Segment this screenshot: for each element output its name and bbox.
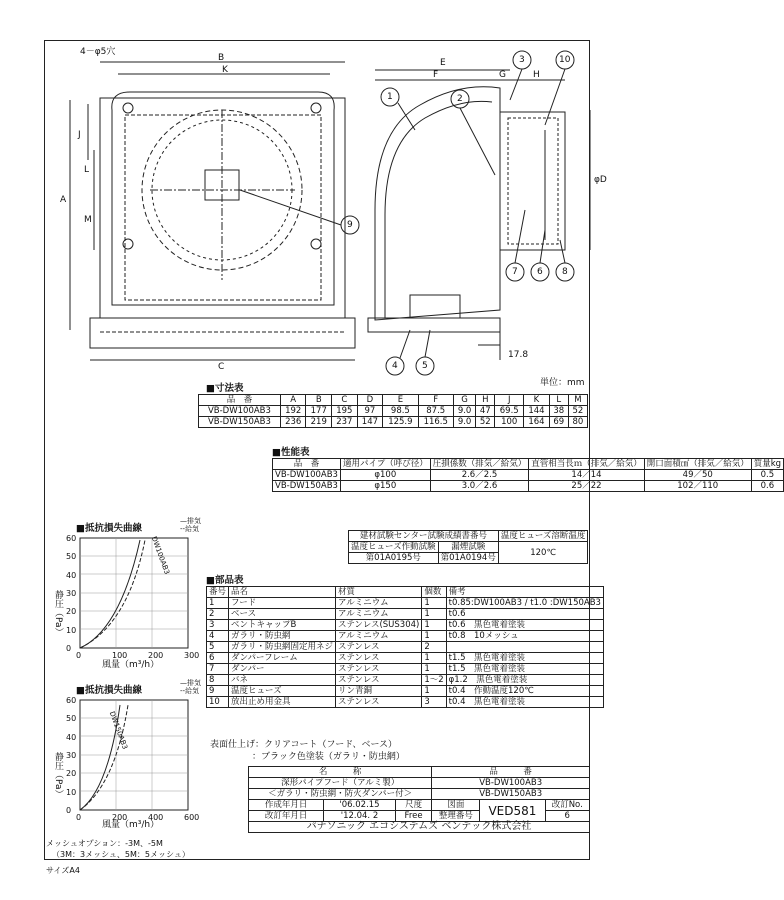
parts-cell: t0.4 黒色電着塗装: [446, 697, 603, 708]
perf-cell: φ100: [340, 470, 430, 481]
name-header: 名 称: [249, 767, 432, 778]
callout-9: 9: [347, 220, 353, 230]
revised-label: 改訂年月日: [249, 811, 324, 822]
parts-header-cell: 番号: [207, 587, 229, 598]
parts-cell: 1: [422, 664, 446, 675]
chart1-xtick: 0: [76, 651, 82, 660]
chart2-xtick: 400: [148, 813, 164, 822]
dim-D: φD: [594, 175, 607, 185]
parts-cell: 7: [207, 664, 229, 675]
table-row: [199, 406, 588, 417]
parts-cell: ステンレス: [336, 664, 422, 675]
dim-A: A: [60, 195, 67, 205]
dim-header-cell: A: [280, 395, 306, 406]
created-label: 作成年月日: [249, 800, 324, 811]
dim-cell: 9.0: [453, 417, 475, 428]
dim-cell: 100: [495, 417, 524, 428]
chart1-xlabel: 風量（m³/h）: [102, 660, 160, 670]
chart2-curve-label: DW150AB3: [107, 710, 129, 751]
product-name-1: 深形パイプフード（アルミ製）: [249, 778, 432, 789]
dim-header-cell: J: [495, 395, 524, 406]
dimension-table: [198, 394, 588, 428]
dim-cell: 116.5: [418, 417, 453, 428]
chart1-xtick: 200: [148, 651, 164, 660]
perf-cell: 3.0／2.6: [430, 481, 529, 492]
chart1-ytick: 0: [66, 643, 72, 653]
table-row: [199, 395, 588, 406]
dim-cell: 147: [357, 417, 383, 428]
cert-col1: 温度ヒューズ作動試験: [349, 542, 439, 553]
parts-cell: ダンパーフレーム: [229, 653, 336, 664]
chart2-ytick: 50: [66, 714, 77, 724]
chart1-curve-label: DW100AB3: [149, 535, 171, 576]
perf-header-cell: 適用パイプ（呼び径）: [340, 459, 430, 470]
chart2-ytick: 0: [66, 805, 72, 815]
chart1-title: ■抵抗損失曲線: [76, 523, 142, 534]
parts-cell: 3: [422, 697, 446, 708]
parts-cell: t1.5 黒色電着塗装: [446, 653, 603, 664]
dim-header-cell: H: [476, 395, 495, 406]
dim-cell: 9.0: [453, 406, 475, 417]
chart2-title: ■抵抗損失曲線: [76, 685, 142, 696]
fuse-temp: 120℃: [498, 542, 588, 564]
parts-cell: ダンパー: [229, 664, 336, 675]
parts-cell: 1: [422, 620, 446, 631]
chart2-ytick: 40: [66, 732, 77, 742]
cert-header: 建材試験センター試験成績書番号: [349, 531, 499, 542]
product-number-2: VB-DW150AB3: [432, 789, 590, 800]
chart1-ylabel: 静圧（Pa）: [53, 590, 63, 637]
parts-cell: 1: [422, 631, 446, 642]
dim-cell: VB-DW150AB3: [199, 417, 281, 428]
parts-cell: 6: [207, 653, 229, 664]
number-header: 品 番: [432, 767, 590, 778]
perf-cell: VB-DW100AB3: [273, 470, 341, 481]
dim-L: L: [84, 165, 90, 175]
parts-cell: 1: [207, 598, 229, 609]
parts-cell: t1.5 黒色電着塗装: [446, 664, 603, 675]
dim-cell: 144: [524, 406, 550, 417]
dim-cell: 219: [306, 417, 332, 428]
parts-cell: リン青銅: [336, 686, 422, 697]
perf-header-cell: 品 番: [273, 459, 341, 470]
dim-B: B: [218, 53, 225, 63]
dim-C: C: [218, 362, 225, 372]
performance-table: [272, 458, 784, 492]
parts-header-cell: 個数: [422, 587, 446, 598]
dim-header-cell: 品 番: [199, 395, 281, 406]
parts-cell: 9: [207, 686, 229, 697]
table-row: [207, 587, 604, 598]
parts-cell: 1: [422, 653, 446, 664]
perf-cell: 49／50: [644, 470, 751, 481]
table-row: [199, 417, 588, 428]
parts-cell: [446, 642, 603, 653]
perf-cell: 0.5: [751, 470, 783, 481]
dim-F: F: [433, 70, 439, 80]
perf-cell: VB-DW150AB3: [273, 481, 341, 492]
created-date: '06.02.15: [324, 800, 396, 811]
parts-cell: t0.6: [446, 609, 603, 620]
dim-header-cell: F: [418, 395, 453, 406]
chart2-ytick: 10: [66, 787, 77, 797]
perf-cell: 25／22: [529, 481, 645, 492]
chart1-legend-solid: —排気: [180, 517, 201, 525]
perf-header-cell: 開口面積㎠（排気／給気）: [644, 459, 751, 470]
dim-cell: 164: [524, 417, 550, 428]
parts-cell: t0.4 作動温度120℃: [446, 686, 603, 697]
parts-cell: ベントキャップB: [229, 620, 336, 631]
parts-cell: 4: [207, 631, 229, 642]
perf-cell: 14／14: [529, 470, 645, 481]
parts-cell: 8: [207, 675, 229, 686]
dim-G: G: [499, 70, 506, 80]
dim-header-cell: E: [383, 395, 418, 406]
dim-header-cell: D: [357, 395, 383, 406]
parts-cell: フード: [229, 598, 336, 609]
perf-header-cell: 直管相当長ｍ（排気／給気）: [529, 459, 645, 470]
revision-number: 6: [545, 811, 590, 822]
cert-val2: 第01A0194号: [438, 553, 498, 564]
chart1-legend-dash: --給気: [180, 525, 200, 533]
revised-date: '12.04. 2: [324, 811, 396, 822]
dim-cell: 69.5: [495, 406, 524, 417]
dim-E: E: [440, 58, 446, 68]
table-row: [207, 664, 604, 675]
dim-K: K: [222, 65, 228, 75]
parts-cell: 10: [207, 697, 229, 708]
unit-label: 単位：mm: [540, 378, 585, 388]
chart1-ytick: 40: [66, 570, 77, 580]
parts-table-title: ■部品表: [206, 575, 244, 586]
chart2-legend-solid: —排気: [180, 679, 201, 687]
dim-cell: 38: [549, 406, 568, 417]
callout-2: 2: [457, 94, 463, 104]
chart1-ytick: 20: [66, 607, 77, 617]
chart2-xlabel: 風量（m³/h）: [102, 820, 160, 830]
table-row: [273, 470, 784, 481]
parts-cell: ガラリ・防虫網固定用ネジ: [229, 642, 336, 653]
dim-cell: 69: [549, 417, 568, 428]
perf-header-cell: 質量kg: [751, 459, 783, 470]
document-number: VED581: [480, 800, 545, 822]
dim-cell: 177: [306, 406, 332, 417]
hole-label: 4－φ5穴: [80, 47, 116, 57]
perf-table-title: ■性能表: [272, 447, 310, 458]
callout-5: 5: [422, 361, 428, 371]
paper-size: サイズA4: [46, 866, 80, 875]
table-row: [273, 459, 784, 470]
table-row: [207, 675, 604, 686]
product-number-1: VB-DW100AB3: [432, 778, 590, 789]
revision-label: 改訂No.: [545, 800, 590, 811]
parts-cell: t0.6 黒色電着塗装: [446, 620, 603, 631]
dim-H: H: [533, 70, 540, 80]
parts-cell: 1: [422, 609, 446, 620]
company-name: パナソニック エコシステムズ ベンテック株式会社: [249, 822, 590, 833]
perf-cell: 102／110: [644, 481, 751, 492]
dim-header-cell: L: [549, 395, 568, 406]
parts-cell: ステンレス: [336, 653, 422, 664]
perf-cell: 0.6: [751, 481, 783, 492]
parts-cell: t0.8 10メッシュ: [446, 631, 603, 642]
mesh-note-2: （3M：3メッシュ、5M：5メッシュ）: [52, 850, 190, 859]
dim-cell: 52: [476, 417, 495, 428]
scale-label: 尺度: [395, 800, 432, 811]
parts-cell: 2: [207, 609, 229, 620]
parts-cell: 5: [207, 642, 229, 653]
table-row: [207, 686, 604, 697]
parts-cell: t0.85:DW100AB3 / t1.0 :DW150AB3: [446, 598, 603, 609]
parts-cell: 1: [422, 598, 446, 609]
parts-cell: 2: [422, 642, 446, 653]
table-row: [207, 620, 604, 631]
parts-cell: ステンレス: [336, 675, 422, 686]
dim-header-cell: K: [524, 395, 550, 406]
parts-cell: バネ: [229, 675, 336, 686]
chart2-legend-dash: --給気: [180, 687, 200, 695]
parts-cell: 3: [207, 620, 229, 631]
table-row: [207, 631, 604, 642]
callout-4: 4: [392, 361, 398, 371]
dim-header-cell: C: [332, 395, 358, 406]
cert-col2: 漏煙試験: [438, 542, 498, 553]
parts-cell: ガラリ・防虫網: [229, 631, 336, 642]
dim-cell: 97: [357, 406, 383, 417]
chart2-xtick: 200: [112, 813, 128, 822]
chart2-ytick: 20: [66, 769, 77, 779]
chart1-ytick: 10: [66, 625, 77, 635]
chart1-xtick: 300: [184, 651, 200, 660]
parts-cell: 1～2: [422, 675, 446, 686]
chart2-xtick: 0: [76, 813, 82, 822]
callout-6: 6: [537, 267, 543, 277]
parts-cell: 放出止め用金具: [229, 697, 336, 708]
chart1-ytick: 60: [66, 534, 77, 543]
parts-cell: ベース: [229, 609, 336, 620]
dim-17-8: 17.8: [508, 350, 529, 360]
table-row: [273, 481, 784, 492]
dim-cell: VB-DW100AB3: [199, 406, 281, 417]
parts-header-cell: 材質: [336, 587, 422, 598]
parts-table: [206, 586, 604, 708]
perf-cell: φ150: [340, 481, 430, 492]
parts-cell: ステンレス: [336, 697, 422, 708]
dim-M: M: [84, 215, 92, 225]
title-block: [248, 766, 590, 833]
chart1-ytick: 30: [66, 588, 77, 598]
parts-cell: 1: [422, 686, 446, 697]
product-name-2: ＜ガラリ・防虫網・防火ダンパー付＞: [249, 789, 432, 800]
fuse-header: 温度ヒューズ溶断温度: [498, 531, 588, 542]
cert-val1: 第01A0195号: [349, 553, 439, 564]
dim-cell: 195: [332, 406, 358, 417]
chart2-ylabel: 静圧（Pa）: [53, 752, 63, 799]
dim-cell: 237: [332, 417, 358, 428]
callout-10: 10: [559, 55, 571, 65]
dim-table-title: ■寸法表: [206, 383, 244, 394]
table-row: [207, 642, 604, 653]
dim-cell: 192: [280, 406, 306, 417]
callout-1: 1: [387, 92, 393, 102]
dim-cell: 236: [280, 417, 306, 428]
dim-cell: 52: [568, 406, 587, 417]
parts-header-cell: 備考: [446, 587, 603, 598]
figure-label: 図面: [432, 800, 480, 811]
table-row: [207, 598, 604, 609]
chart1-ytick: 50: [66, 552, 77, 562]
mesh-note-1: メッシュオプション：-3M、-5M: [46, 839, 163, 848]
table-row: [207, 609, 604, 620]
parts-cell: 温度ヒューズ: [229, 686, 336, 697]
dim-cell: 125.9: [383, 417, 418, 428]
table-row: [207, 653, 604, 664]
dim-header-cell: B: [306, 395, 332, 406]
management-label: 整理番号: [432, 811, 480, 822]
chart2-ytick: 30: [66, 750, 77, 760]
table-row: [207, 697, 604, 708]
parts-header-cell: 品名: [229, 587, 336, 598]
callout-3: 3: [519, 55, 525, 65]
parts-cell: アルミニウム: [336, 609, 422, 620]
parts-cell: ステンレス: [336, 642, 422, 653]
finish-note-1: 表面仕上げ：クリアコート（フード、ベース）: [210, 740, 398, 750]
parts-cell: ステンレス(SUS304): [336, 620, 422, 631]
dim-header-cell: G: [453, 395, 475, 406]
parts-cell: アルミニウム: [336, 598, 422, 609]
dim-cell: 98.5: [383, 406, 418, 417]
scale-value: Free: [395, 811, 432, 822]
dim-cell: 87.5: [418, 406, 453, 417]
chart1-xtick: 100: [112, 651, 128, 660]
callout-7: 7: [512, 267, 518, 277]
dim-cell: 47: [476, 406, 495, 417]
finish-note-2: ：ブラック色塗装（ガラリ・防虫網）: [252, 752, 405, 762]
parts-cell: アルミニウム: [336, 631, 422, 642]
dim-cell: 80: [568, 417, 587, 428]
perf-cell: 2.6／2.5: [430, 470, 529, 481]
perf-header-cell: 圧損係数（排気／給気）: [430, 459, 529, 470]
dim-J: J: [78, 130, 81, 140]
chart2-xtick: 600: [184, 813, 200, 822]
parts-cell: φ1.2 黒色電着塗装: [446, 675, 603, 686]
dim-header-cell: M: [568, 395, 587, 406]
certification-table: [348, 530, 588, 564]
chart2-ytick: 60: [66, 696, 77, 705]
callout-8: 8: [562, 267, 568, 277]
